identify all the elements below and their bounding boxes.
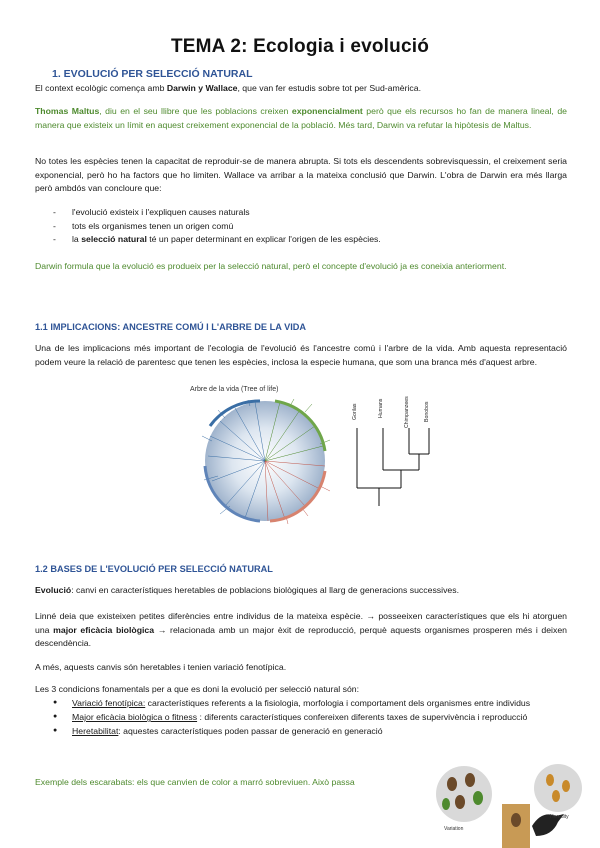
text-run: → relacionada amb un major èxit de reproducció, perquè aquests organismes prosperen més i deixen descendència.: [35, 624, 567, 649]
clade-label-gorilas: Gorilas: [352, 403, 358, 420]
list-item: [35, 711, 567, 723]
conditions-list: [35, 697, 567, 738]
page-title: TEMA 2: Ecologia i evolució: [170, 36, 430, 57]
bold-run: Evolució: [35, 585, 72, 595]
text-run: té un paper determinant en explicar l'origen de les espècies.: [146, 234, 381, 245]
heredity-circle: [534, 764, 582, 812]
paragraph-darwin: Darwin formula que la evolució es produeix per la selecció natural, però el concepte d'evolució ja es coneixia anteriorment.: [35, 261, 507, 271]
paragraph-implications: Una de les implicacions més important de l'ecologia de l'evolució és l'ancestre comú i l'arbre de la vida. Amb aquesta representació podem veure la relació de parentesc que tenen les espècies, inclosa la especie humana, que som una branca més d'aquest arbre.: [35, 343, 567, 367]
term: Variació fenotípica:: [72, 698, 146, 708]
term: Major eficàcia biològica o fitness: [72, 712, 198, 723]
bold-run: selecció natural: [81, 234, 147, 245]
clade-label-humans: Humans: [378, 398, 384, 418]
conclusions-list: [35, 206, 567, 247]
text-run: : diferents característiques confereixen diferents taxes de supervivència i reproducció: [197, 712, 528, 723]
text-run: Linné deia que existeixen petites diferències entre individus de la mateixa espècie. → posseeixen característiques que els hi atorguen una: [35, 611, 567, 635]
paragraph-evolucio: [35, 584, 567, 598]
paragraph-maltus: [35, 105, 567, 132]
label-variation: Variation: [444, 826, 464, 832]
paragraph-context: [35, 82, 567, 96]
paragraph-linne: [35, 610, 567, 651]
text-run: , que van fer estudis sobre tot per Sud-amèrica.: [237, 83, 421, 93]
paragraph-beetles: Exemple dels escarabats: els que canvien de color a marró sobreviuen. Això passa: [35, 777, 355, 787]
clade-label-bonobos: Bonobos: [424, 401, 430, 422]
text-run: la: [72, 234, 82, 245]
section-heading-1: 1. EVOLUCIÓ PER SELECCIÓ NATURAL: [52, 68, 253, 80]
text-run: : aquestes característiques poden passar de generació en generació: [118, 726, 383, 737]
bold-run: Darwin y Wallace: [166, 83, 238, 93]
list-item: - tots els organismes tenen un origen comú: [35, 220, 567, 234]
term: Heretabilitat: [72, 726, 119, 737]
tree-of-life-figure: [190, 396, 340, 526]
list-item: [35, 233, 567, 247]
section-heading-1-2: 1.2 BASES DE L'EVOLUCIÓ PER SELECCIÓ NATURAL: [35, 564, 273, 574]
text-run: : canvi en característiques heretables de poblacions biològiques al llarg de generacions successives.: [71, 585, 460, 595]
bold-run: Thomas Maltus: [35, 106, 100, 116]
paragraph-species: No totes les espècies tenen la capacitat de reproduir-se de manera abrupta. Si tots els descendents sobrevisquessin, el creixement seria exponencial, però ho ha factors que ho limiten. Wallace va arribar a la mateixa conclusió que Darwin. L'obra de Darwin era més llarga però ambdós van concloure que:: [35, 156, 567, 194]
paragraph-heretables: A més, aquests canvis són heretables i tenien variació fenotípica.: [35, 662, 287, 672]
list-item: [35, 697, 567, 709]
cladogram-lines: [352, 428, 442, 510]
variation-circle: [436, 766, 492, 822]
beetles-illustration: [432, 764, 582, 848]
section-heading-1-1: 1.1 IMPLICACIONS: ANCESTRE COMÚ I L'ARBRE DE LA VIDA: [35, 322, 307, 332]
label-heredity: Heredity: [550, 814, 569, 820]
tree-of-life-caption: Arbre de la vida (Tree of life): [190, 386, 279, 393]
text-run: , diu en el seu llibre que les poblacions creixen: [99, 106, 292, 116]
clade-label-chimpanzees: Chimpanzees: [404, 396, 410, 428]
bold-run: major eficàcia biològica: [53, 624, 155, 635]
list-item: [35, 725, 567, 737]
bold-run: exponencialment: [291, 106, 363, 116]
cladogram: [352, 390, 442, 510]
paragraph-conditions-intro: Les 3 condicions fonamentals per a que es doni la evolució per selecció natural són:: [35, 684, 360, 694]
list-item: - l'evolució existeix i l'expliquen causes naturals: [35, 206, 567, 220]
brown-beetle: [511, 813, 521, 827]
text-run: característiques referents a la fisiologia, morfologia i comportament dels organismes entre individus: [145, 698, 531, 708]
text-run: però que els recursos ho fan de manera lineal, de manera que existeix un límit en aquest creixement exponencial de la població. Més tard, Darwin va refutar la hipòtesis de Maltus.: [35, 106, 567, 130]
text-run: El context ecològic comença amb: [35, 83, 167, 93]
